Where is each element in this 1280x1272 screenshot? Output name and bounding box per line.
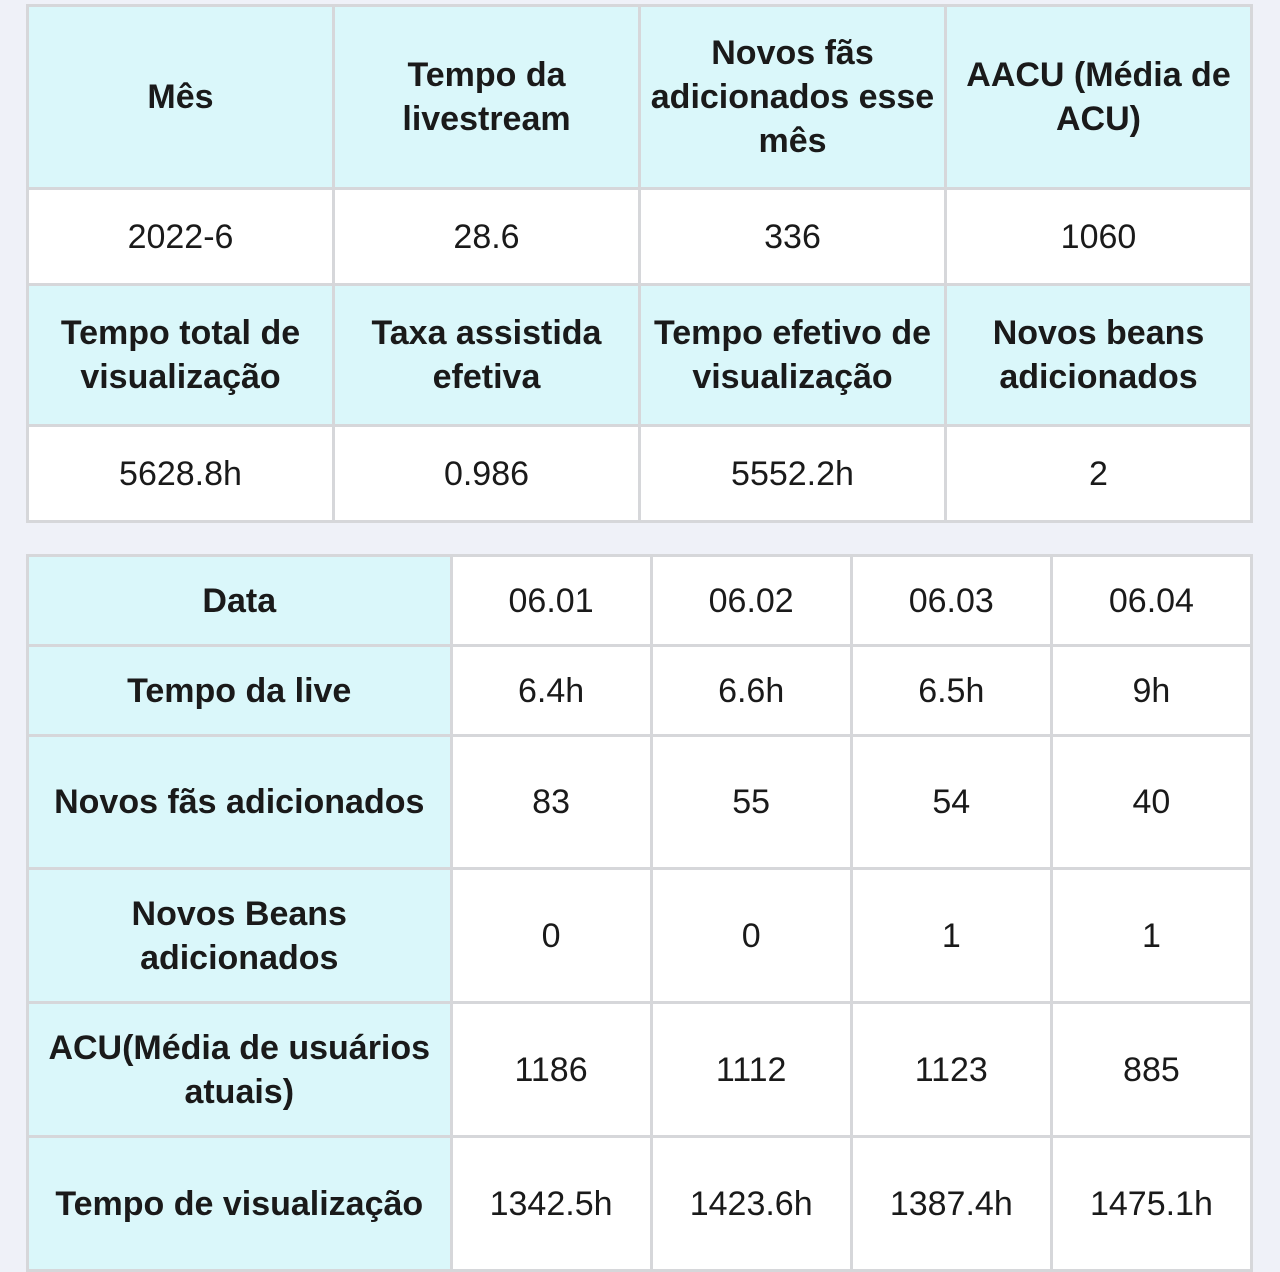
value-new-beans: 2 — [946, 426, 1252, 522]
cell-live-time: 9h — [1051, 646, 1251, 736]
cell-live-time: 6.4h — [451, 646, 651, 736]
cell-live-time: 6.6h — [651, 646, 851, 736]
value-aacu: 1060 — [946, 189, 1252, 285]
cell-new-fans: 55 — [651, 736, 851, 869]
header-month: Mês — [28, 6, 334, 189]
cell-view-time: 1423.6h — [651, 1137, 851, 1271]
cell-new-fans: 40 — [1051, 736, 1251, 869]
value-month: 2022-6 — [28, 189, 334, 285]
cell-live-time: 6.5h — [851, 646, 1051, 736]
header-aacu: AACU (Média de ACU) — [946, 6, 1252, 189]
summary-value-row-2 — [28, 426, 1252, 522]
table-row — [28, 1137, 1252, 1271]
cell-acu: 1112 — [651, 1003, 851, 1137]
cell-view-time: 1475.1h — [1051, 1137, 1251, 1271]
cell-new-fans: 83 — [451, 736, 651, 869]
value-effective-watch-rate: 0.986 — [334, 426, 640, 522]
header-livestream-time: Tempo da livestream — [334, 6, 640, 189]
row-label-acu: ACU(Média de usuários atuais) — [28, 1003, 452, 1137]
header-new-fans-month: Novos fãs adicionados esse mês — [640, 6, 946, 189]
cell-new-beans: 1 — [851, 869, 1051, 1003]
header-new-beans: Novos beans adicionados — [946, 285, 1252, 426]
cell-new-beans: 1 — [1051, 869, 1251, 1003]
table-row — [28, 869, 1252, 1003]
cell-date: 06.01 — [451, 556, 651, 646]
table-row — [28, 1003, 1252, 1137]
value-effective-view-time: 5552.2h — [640, 426, 946, 522]
cell-new-fans: 54 — [851, 736, 1051, 869]
cell-acu: 1186 — [451, 1003, 651, 1137]
row-label-live-time: Tempo da live — [28, 646, 452, 736]
summary-value-row-1 — [28, 189, 1252, 285]
table-row — [28, 646, 1252, 736]
header-total-view-time: Tempo total de visualização — [28, 285, 334, 426]
row-label-view-time: Tempo de visualização — [28, 1137, 452, 1271]
value-total-view-time: 5628.8h — [28, 426, 334, 522]
daily-stats-table — [26, 554, 1253, 1272]
table-row — [28, 736, 1252, 869]
cell-new-beans: 0 — [451, 869, 651, 1003]
value-livestream-time: 28.6 — [334, 189, 640, 285]
row-label-new-fans: Novos fãs adicionados — [28, 736, 452, 869]
row-label-date: Data — [28, 556, 452, 646]
cell-view-time: 1342.5h — [451, 1137, 651, 1271]
cell-acu: 885 — [1051, 1003, 1251, 1137]
summary-header-row-1 — [28, 6, 1252, 189]
cell-date: 06.04 — [1051, 556, 1251, 646]
header-effective-watch-rate: Taxa assistida efetiva — [334, 285, 640, 426]
summary-header-row-2 — [28, 285, 1252, 426]
cell-new-beans: 0 — [651, 869, 851, 1003]
cell-view-time: 1387.4h — [851, 1137, 1051, 1271]
cell-date: 06.02 — [651, 556, 851, 646]
value-new-fans-month: 336 — [640, 189, 946, 285]
header-effective-view-time: Tempo efetivo de visualização — [640, 285, 946, 426]
table-row — [28, 556, 1252, 646]
monthly-summary-table — [26, 4, 1253, 523]
cell-acu: 1123 — [851, 1003, 1051, 1137]
row-label-new-beans: Novos Beans adicionados — [28, 869, 452, 1003]
cell-date: 06.03 — [851, 556, 1051, 646]
